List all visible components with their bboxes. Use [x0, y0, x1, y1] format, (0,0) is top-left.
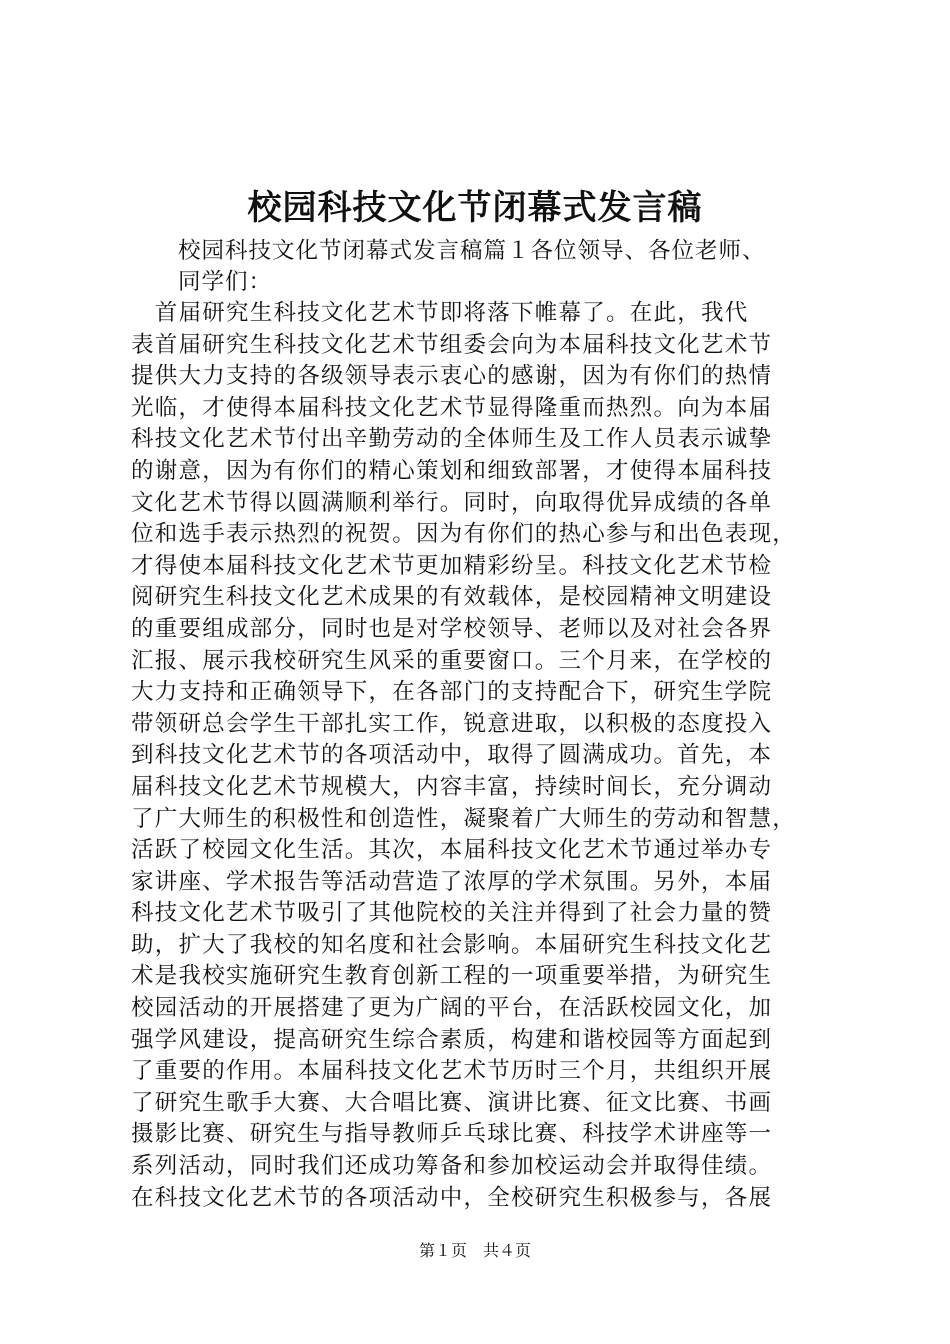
body-line: 科技文化艺术节吸引了其他院校的关注并得到了社会力量的赞 [131, 900, 773, 927]
body-line: 汇报、展示我校研究生风采的重要窗口。三个月来，在学校的 [131, 647, 773, 674]
body-line: 才得使本届科技文化艺术节更加精彩纷呈。科技文化艺术节检 [131, 552, 773, 579]
body-line: 的重要组成部分，同时也是对学校领导、老师以及对社会各界 [131, 615, 773, 642]
body-line: 文化艺术节得以圆满顺利举行。同时，向取得优异成绩的各单 [131, 489, 773, 516]
body-line: 家讲座、学术报告等活动营造了浓厚的学术氛围。另外，本届 [131, 868, 773, 895]
intro-line: 同学们： [178, 269, 273, 295]
body-line: 到科技文化艺术节的各项活动中，取得了圆满成功。首先，本 [131, 742, 773, 769]
body-line: 在科技文化艺术节的各项活动中，全校研究生积极参与，各展 [131, 1184, 773, 1211]
body-line: 光临，才使得本届科技文化艺术节显得隆重而热烈。向为本届 [131, 394, 773, 421]
page-footer [0, 1240, 950, 1262]
body-line: 强学风建设，提高研究生综合素质，构建和谐校园等方面起到 [131, 1026, 773, 1053]
body-line: 活跃了校园文化生活。其次，本届科技文化艺术节通过举办专 [131, 837, 773, 864]
body-line: 了重要的作用。本届科技文化艺术节历时三个月，共组织开展 [131, 1058, 773, 1085]
body-line: 带领研总会学生干部扎实工作，锐意进取，以积极的态度投入 [131, 710, 773, 737]
body-line: 了广大师生的积极性和创造性，凝聚着广大师生的劳动和智慧， [131, 805, 797, 832]
intro-line: 校园科技文化节闭幕式发言稿篇１各位领导、各位老师、 [178, 238, 766, 264]
body-paragraph [131, 298, 831, 1214]
body-line: 科技文化艺术节付出辛勤劳动的全体师生及工作人员表示诚挚 [131, 426, 773, 453]
body-line: 提供大力支持的各级领导表示衷心的感谢，因为有你们的热情 [131, 363, 773, 390]
body-line: 位和选手表示热烈的祝贺。因为有你们的热心参与和出色表现， [131, 521, 797, 548]
body-line: 届科技文化艺术节规模大，内容丰富，持续时间长，充分调动 [131, 773, 773, 800]
intro-paragraph [178, 236, 838, 298]
body-line: 表首届研究生科技文化艺术节组委会向为本届科技文化艺术节 [131, 331, 773, 358]
body-line: 助，扩大了我校的知名度和社会影响。本届研究生科技文化艺 [131, 931, 773, 958]
document-title: 校园科技文化节闭幕式发言稿 [247, 188, 703, 228]
page-indicator: 第１页 共４页 [418, 1241, 531, 1260]
body-line: 了研究生歌手大赛、大合唱比赛、演讲比赛、征文比赛、书画 [131, 1089, 773, 1116]
body-line: 系列活动，同时我们还成功筹备和参加校运动会并取得佳绩。 [131, 1153, 773, 1180]
body-line: 首届研究生科技文化艺术节即将落下帷幕了。在此，我代 [131, 300, 749, 326]
body-line: 校园活动的开展搭建了更为广阔的平台，在活跃校园文化，加 [131, 995, 773, 1022]
body-line: 术是我校实施研究生教育创新工程的一项重要举措，为研究生 [131, 963, 773, 990]
body-line: 摄影比赛、研究生与指导教师乒乓球比赛、科技学术讲座等一 [131, 1121, 773, 1148]
body-line: 的谢意，因为有你们的精心策划和细致部署，才使得本届科技 [131, 457, 773, 484]
body-line: 大力支持和正确领导下，在各部门的支持配合下，研究生学院 [131, 679, 773, 706]
body-line: 阅研究生科技文化艺术成果的有效载体，是校园精神文明建设 [131, 584, 773, 611]
